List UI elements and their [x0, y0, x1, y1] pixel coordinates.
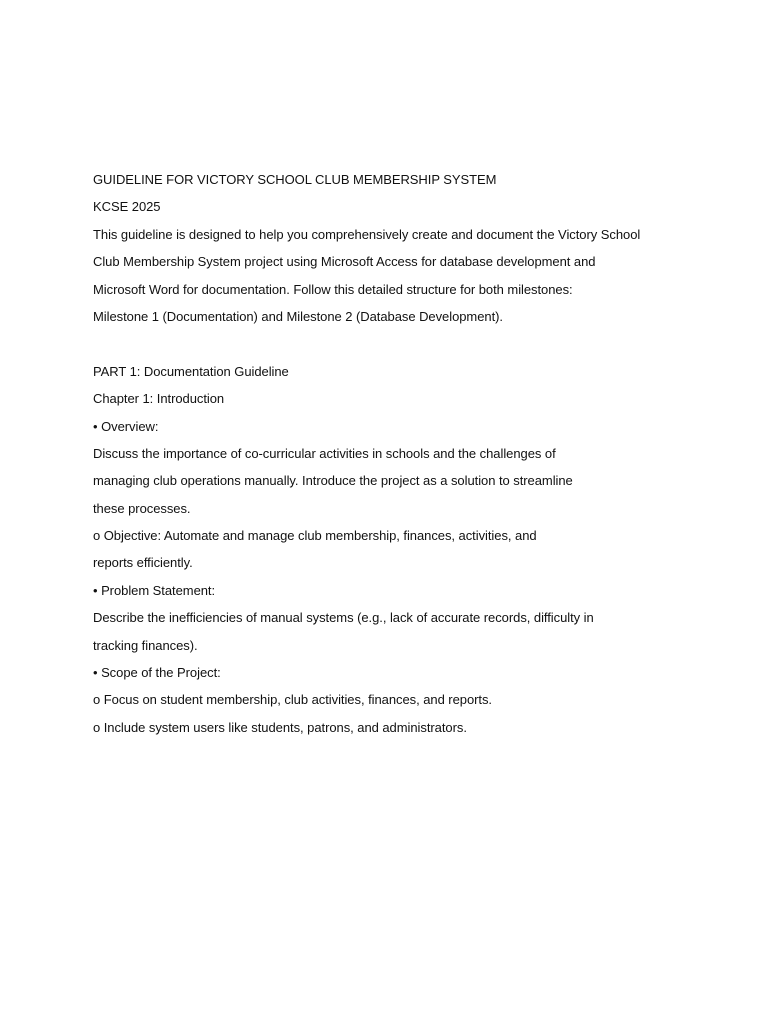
part-heading: PART 1: Documentation Guideline	[93, 363, 289, 379]
overview-text-line: managing club operations manually. Introduce the project as a solution to streamline	[93, 473, 573, 489]
overview-text-line: Discuss the importance of co-curricular activities in schools and the challenges of	[93, 445, 556, 461]
chapter-heading: Chapter 1: Introduction	[93, 391, 225, 407]
problem-text-line: tracking finances).	[93, 637, 198, 653]
problem-text-line: Describe the inefficiencies of manual systems (e.g., lack of accurate records, difficulty in	[93, 610, 594, 626]
blank-line	[93, 330, 693, 357]
objective-item-line: reports efficiently.	[93, 555, 193, 571]
intro-paragraph-line: Milestone 1 (Documentation) and Milestone 2 (Database Development).	[93, 308, 503, 324]
scope-item-line: o Focus on student membership, club activities, finances, and reports.	[93, 692, 492, 708]
bullet-overview: • Overview:	[93, 418, 159, 434]
document-body	[93, 166, 693, 741]
scope-item-line: o Include system users like students, patrons, and administrators.	[93, 719, 467, 735]
bullet-problem-statement: • Problem Statement:	[93, 582, 216, 598]
intro-paragraph-line: Microsoft Word for documentation. Follow this detailed structure for both milestones:	[93, 281, 573, 297]
intro-paragraph-line: This guideline is designed to help you comprehensively create and document the Victory School	[93, 226, 641, 242]
document-subtitle: KCSE 2025	[93, 199, 161, 215]
intro-paragraph-line: Club Membership System project using Microsoft Access for database development and	[93, 254, 596, 270]
document-title: GUIDELINE FOR VICTORY SCHOOL CLUB MEMBERSHIP SYSTEM	[93, 172, 497, 187]
bullet-scope: • Scope of the Project:	[93, 665, 221, 681]
objective-item-line: o Objective: Automate and manage club membership, finances, activities, and	[93, 528, 537, 544]
overview-text-line: these processes.	[93, 500, 191, 516]
